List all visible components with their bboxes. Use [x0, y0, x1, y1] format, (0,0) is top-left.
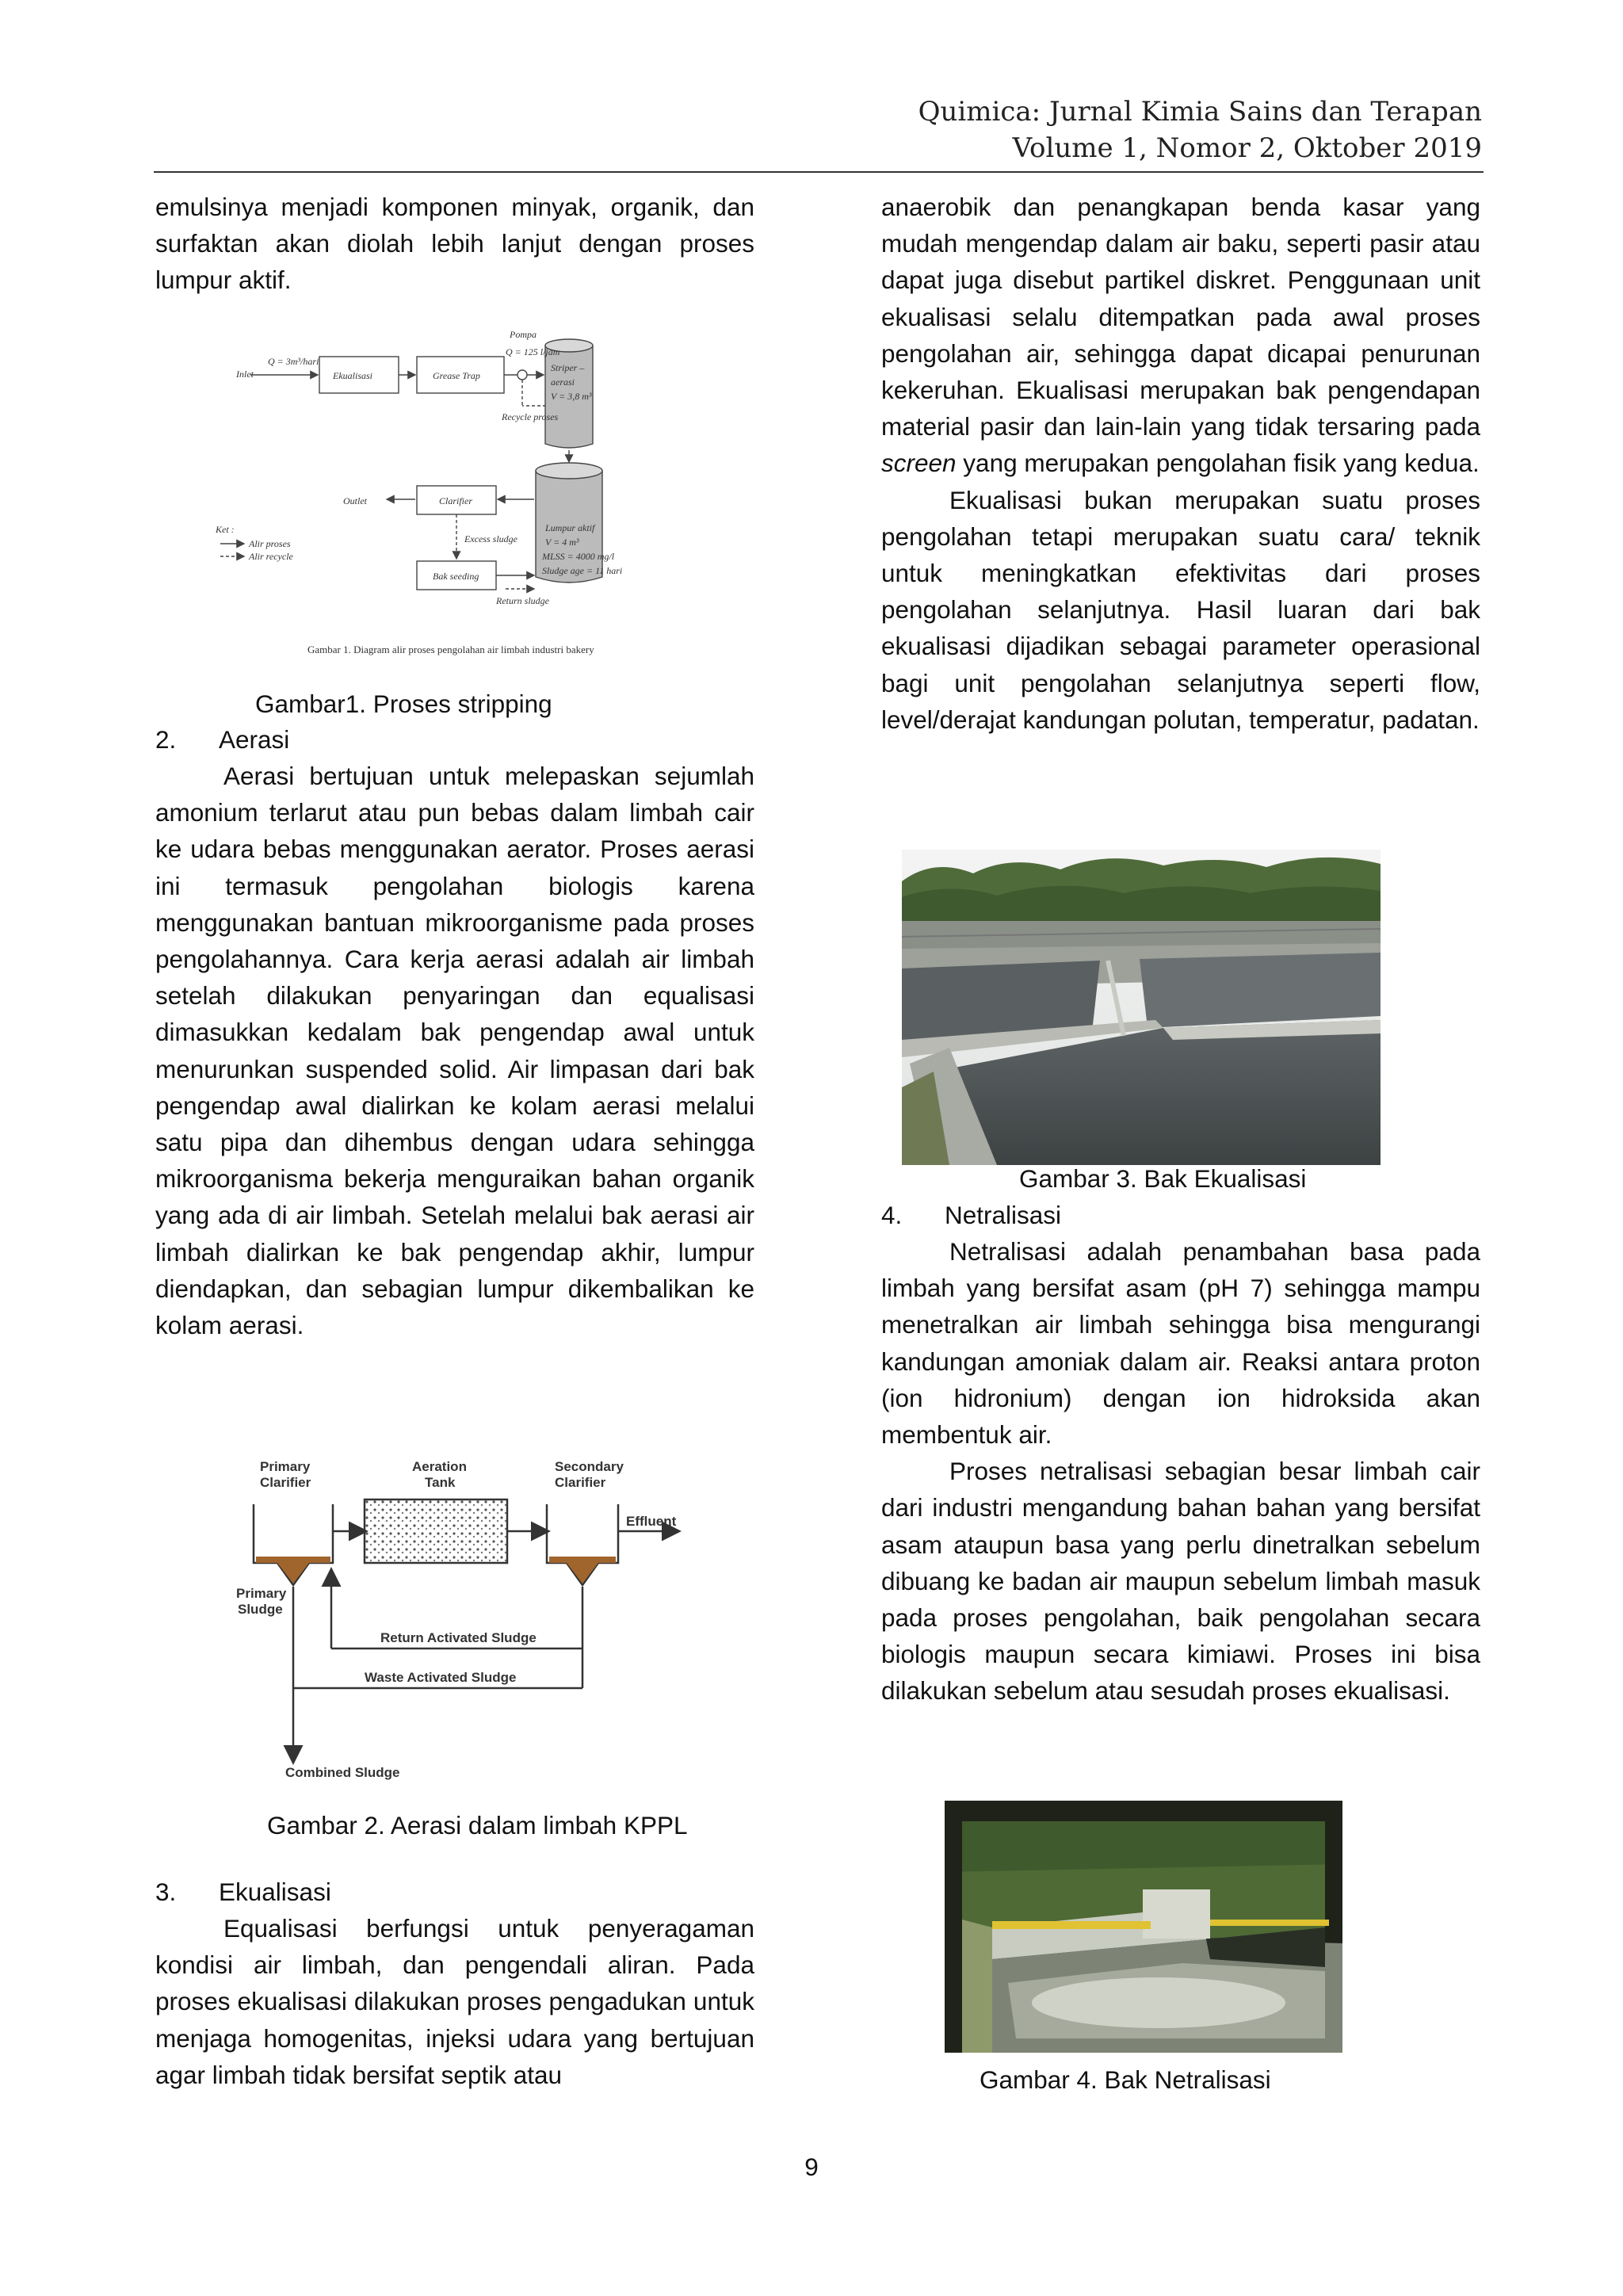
fig1-ekualisasi: Ekualisasi [333, 370, 372, 381]
fig1-flow: Q = 3m³/hari [268, 356, 319, 367]
page-number: 9 [804, 2153, 819, 2181]
fig1-recycle: Recycle proses [502, 411, 559, 422]
fig1-lumpur4: Sludge age = 11 hari [542, 565, 623, 576]
figure-2-caption: Gambar 2. Aerasi dalam limbah KPPL [267, 1811, 688, 1839]
fig2-ras: Return Activated Sludge [380, 1630, 537, 1645]
fig1-striper1: Striper – [551, 362, 585, 373]
paragraph-netralisasi-2: Proses netralisasi sebagian besar limbah cair dari industri mengandung bahan bahan yang bersifat asam ataupun basa yang perlu dinetralkan sebelum dibuang ke badan air maupun sebelum limbah masuk pada proses pengolahan, baik pengolahan secara biologis maupun secara kimiawi. Proses ini bisa dilakukan sebelum atau sesudah proses ekualisasi. [881, 1457, 1480, 1706]
section-3-heading [155, 1874, 331, 1910]
header-rule [154, 171, 1484, 173]
paragraph-continuation [881, 189, 1480, 482]
aeration-tank [365, 1499, 507, 1563]
fig1-lumpur3: MLSS = 4000 mg/l [542, 551, 615, 562]
fig1-outlet: Outlet [343, 495, 367, 506]
paragraph-aerasi: Aerasi bertujuan untuk melepaskan sejumlah amonium terlarut atau pun bebas dalam limbah cair ke udara bebas menggunakan aerator. Proses aerasi ini termasuk pengolahan biologis karena menggunakan bantuan mikroorganisme pada proses pengolahannya. Cara kerja aerasi adalah air limbah setelah dilakukan penyaringan dan equalisasi dimasukkan kedalam bak pengendap awal untuk menurunkan suspended solid. Air limpasan dari bak pengendap awal dialirkan ke kolam aerasi melalui satu pipa dan dihembus dengan udara sehingga mikroorganisma bekerja menguraikan bahan organik yang ada di air limbah. Setelah melalui bak aerasi air limbah dialirkan ke bak pengendap akhir, lumpur diendapkan, dan sebagian lumpur dikembalikan ke kolam aerasi. [155, 762, 754, 1340]
right-netralisasi [881, 1233, 1480, 1710]
section-4-heading [881, 1197, 1061, 1233]
continuation-emphasis: screen [881, 449, 957, 478]
fig2-secondary2: Clarifier [555, 1475, 606, 1490]
fig1-excess: Excess sludge [464, 533, 517, 544]
fig1-pompa-q: Q = 125 l/jam [506, 346, 560, 357]
fig2-psludge2: Sludge [238, 1602, 283, 1617]
fig1-lumpur1: Lumpur aktif [545, 522, 595, 533]
section-2-heading [155, 721, 289, 758]
paragraph-netralisasi-1: Netralisasi adalah penambahan basa pada limbah yang bersifat asam (pH 7) sehingga mampu menetralkan air limbah sehingga bisa mengurangi kandungan amoniak dalam air. Reaksi antara proton (ion hidronium) dengan ion hidroksida akan membentuk air. [881, 1237, 1480, 1450]
section-3-number: 3. [155, 1878, 177, 1906]
fig1-ket2: Alir recycle [249, 551, 293, 562]
fig1-ket1: Alir proses [249, 538, 291, 549]
paragraph-ekualisasi-2: Ekualisasi bukan merupakan suatu proses pengolahan tetapi merupakan suatu cara/ teknik untuk meningkatkan efektivitas dari proses pengolahan selanjutnya. Hasil luaran dari bak ekualisasi dijadikan sebagai parameter operasional bagi unit pengolahan selanjutnya seperti flow, level/derajat kandungan polutan, temperatur, padatan. [881, 485, 1480, 734]
figure-4-photo [945, 1801, 1342, 2053]
section-2-number: 2. [155, 725, 177, 754]
journal-title: Quimica: Jurnal Kimia Sains dan Terapan [918, 96, 1482, 128]
section-2-title: Aerasi [219, 725, 290, 754]
left-ekualisasi [155, 1910, 754, 2093]
continuation-text-a: anaerobik dan penangkapan benda kasar yang mudah mengendap dalam air baku, seperti pasir atau dapat juga disebut partikel diskret. Penggunaan unit ekualisasi selalu ditempatkan pada awal proses pengolahan air, sehingga dapat dicapai penurunan kekeruhan. Ekualisasi merupakan bak pengendapan material pasir dan lain-lain yang tidak tersaring pada [881, 193, 1480, 441]
figure-1-diagram [212, 323, 640, 669]
fig2-primary1: Primary [260, 1459, 311, 1474]
running-header [918, 94, 1482, 166]
fig2-primary2: Clarifier [260, 1475, 311, 1490]
figure-3-caption: Gambar 3. Bak Ekualisasi [1019, 1164, 1307, 1193]
fig2-aeration2: Tank [425, 1475, 456, 1490]
fig1-striper3: V = 3,8 m³ [551, 391, 592, 402]
fig1-return: Return sludge [496, 595, 549, 606]
paragraph-intro: emulsinya menjadi komponen minyak, organik, dan surfaktan akan diolah lebih lanjut dengan proses lumpur aktif. [155, 193, 754, 295]
fig2-combined: Combined Sludge [285, 1765, 400, 1780]
journal-volume: Volume 1, Nomor 2, Oktober 2019 [1012, 132, 1482, 164]
fig2-secondary1: Secondary [555, 1459, 624, 1474]
figure-4-caption: Gambar 4. Bak Netralisasi [980, 2065, 1271, 2094]
figure-1-caption: Gambar1. Proses stripping [255, 690, 552, 718]
continuation-text-b: yang merupakan pengolahan fisik yang kedua. [956, 449, 1480, 478]
section-4-number: 4. [881, 1201, 903, 1229]
section-4-title: Netralisasi [945, 1201, 1062, 1229]
right-top-text [881, 189, 1480, 738]
fig1-inner-caption: Gambar 1. Diagram alir proses pengolahan air limbah industri bakery [307, 644, 594, 655]
fig2-psludge1: Primary [236, 1586, 287, 1601]
fig1-lumpur2: V = 4 m³ [545, 537, 579, 548]
figure-3-photo [902, 850, 1381, 1165]
section-3-title: Ekualisasi [219, 1878, 331, 1906]
fig1-bak: Bak seeding [433, 571, 479, 582]
fig1-pompa: Pompa [510, 329, 537, 340]
left-intro [155, 189, 754, 299]
fig1-inlet: Inlet [236, 369, 254, 380]
pump-icon [517, 370, 527, 380]
left-aerasi [155, 758, 754, 1343]
fig2-aeration1: Aeration [412, 1459, 467, 1474]
figure-2-diagram [230, 1452, 689, 1785]
fig1-ket: Ket : [216, 524, 235, 535]
fig2-effluent: Effluent [626, 1514, 677, 1529]
fig1-striper2: aerasi [551, 376, 575, 388]
paragraph-ekualisasi: Equalisasi berfungsi untuk penyeragaman kondisi air limbah, dan pengendali aliran. Pada proses ekualisasi dilakukan proses pengadukan untuk menjaga homogenitas, injeksi udara yang bertujuan agar limbah tidak bersifat septik atau [155, 1914, 754, 2089]
fig2-was: Waste Activated Sludge [365, 1670, 517, 1685]
fig1-grease: Grease Trap [433, 370, 480, 381]
fig1-clarifier: Clarifier [439, 495, 473, 506]
